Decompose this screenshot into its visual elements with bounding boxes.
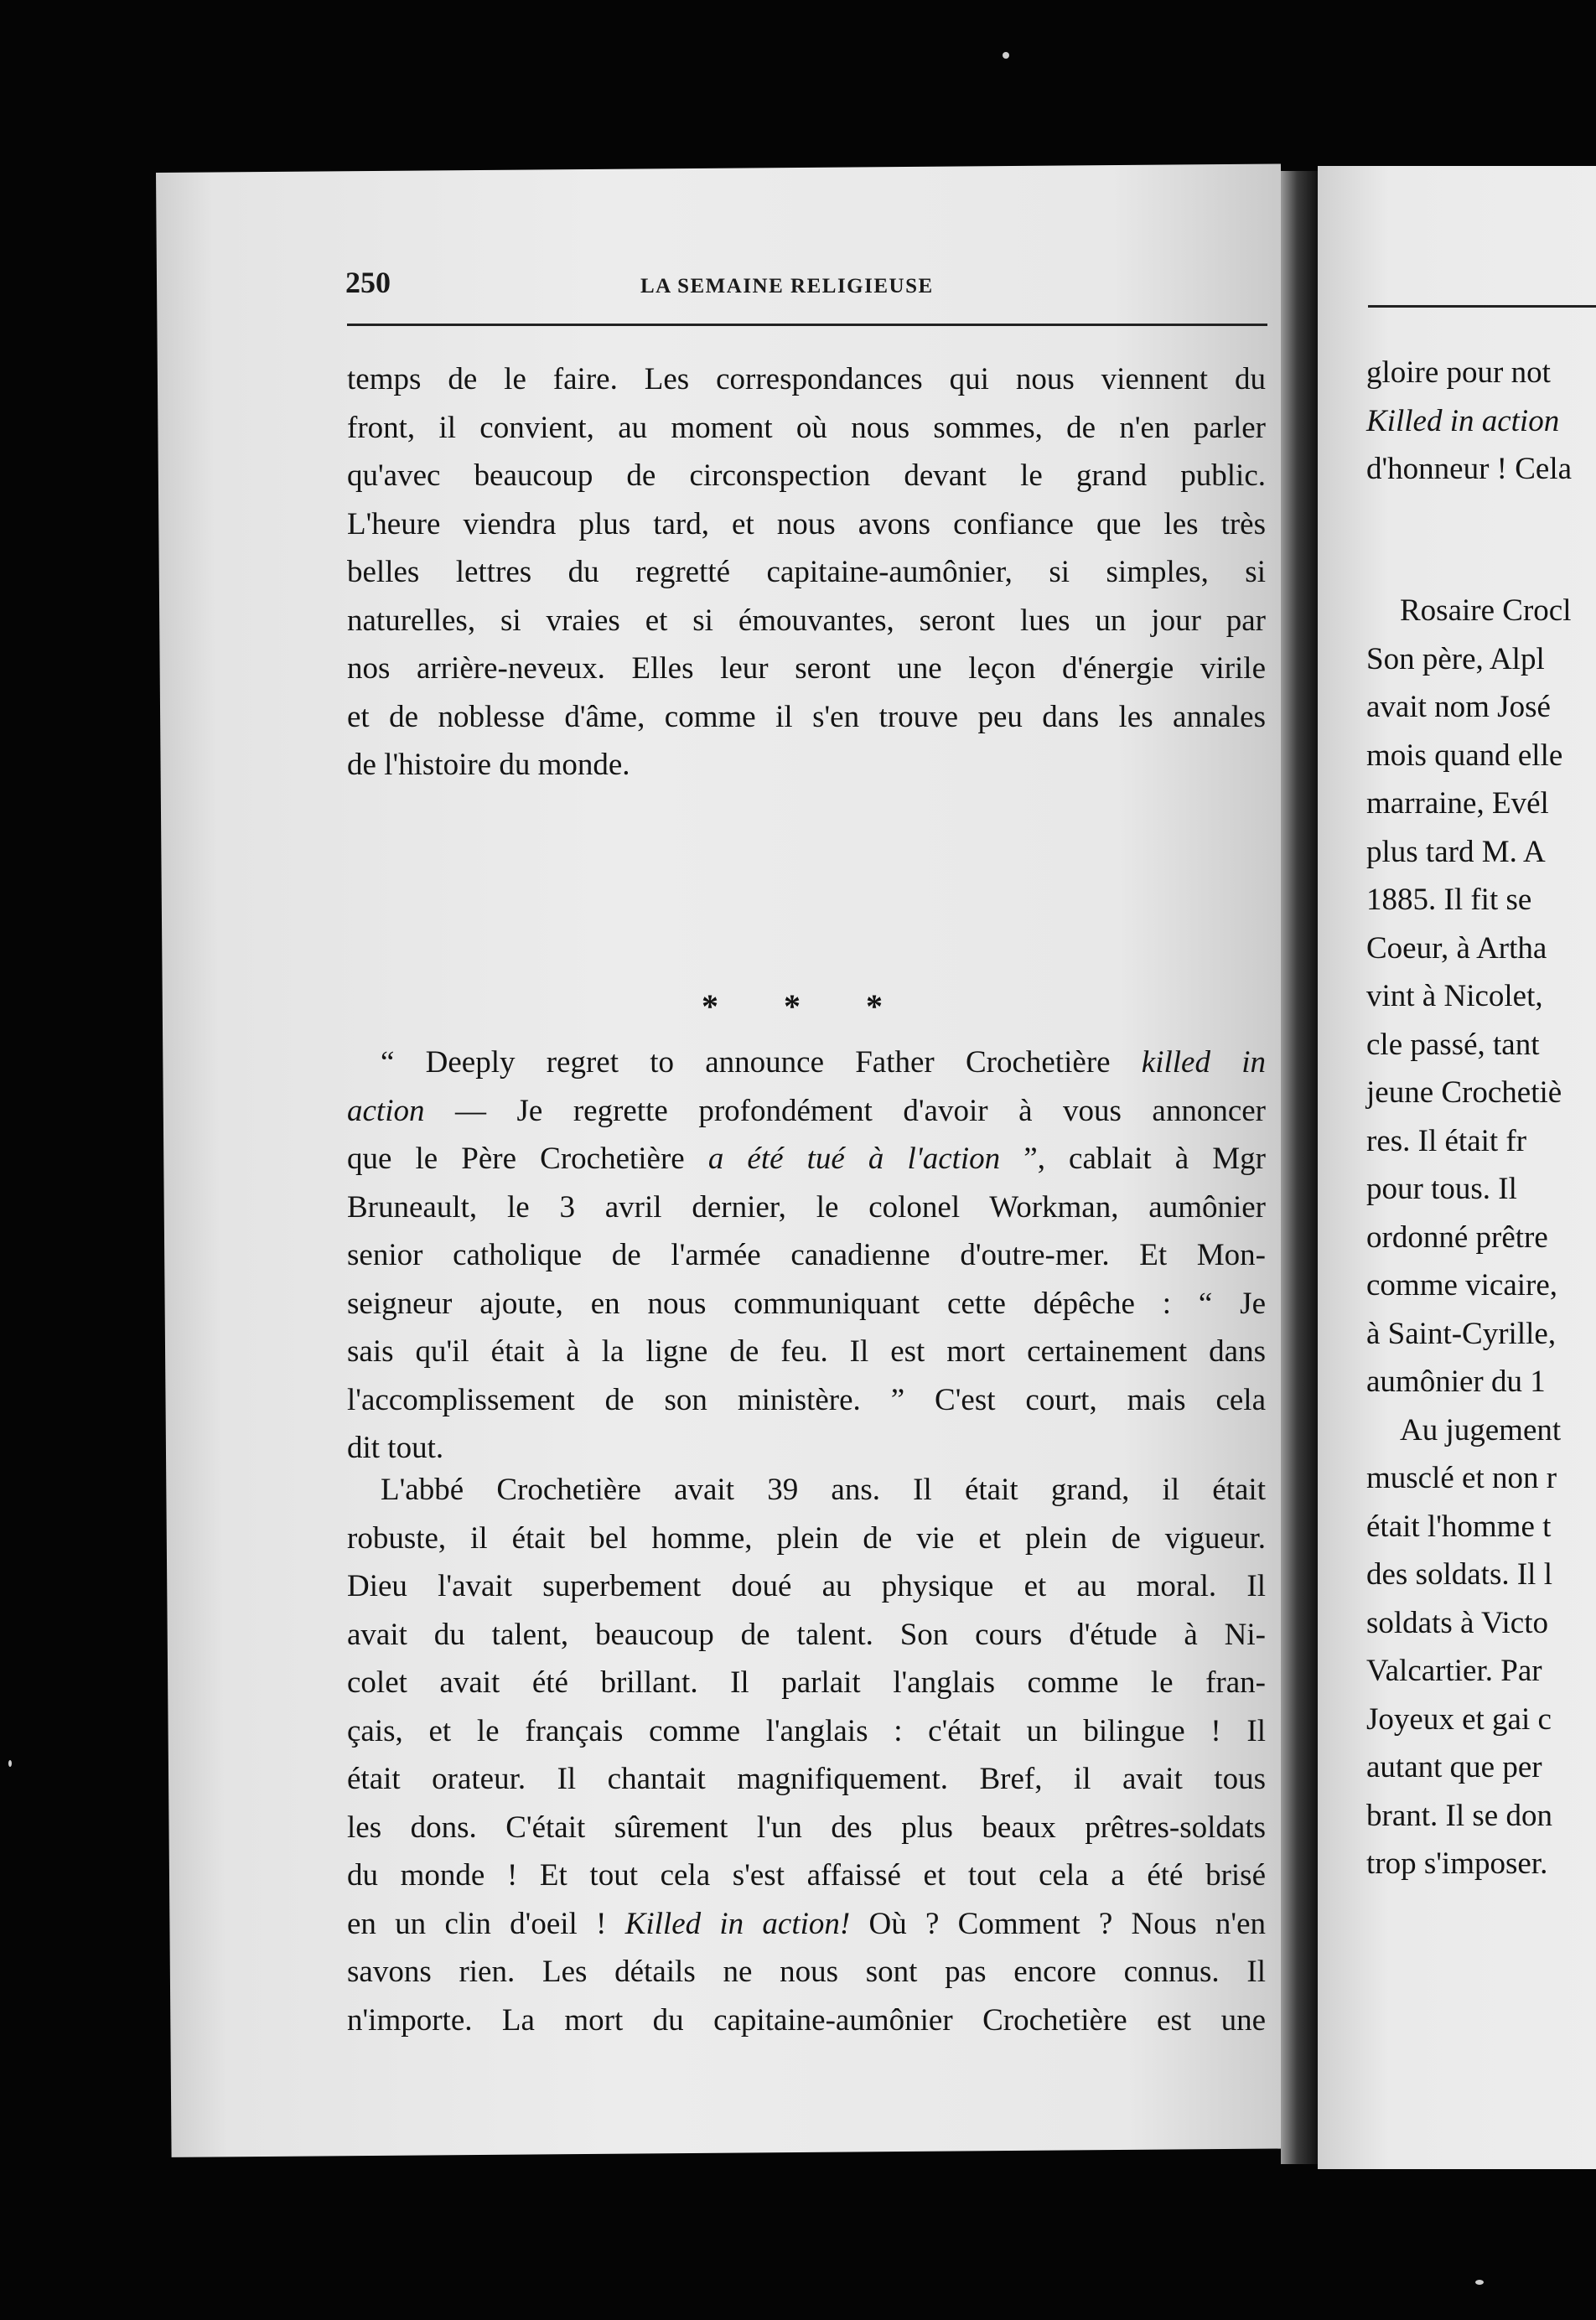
text-line: musclé et non r [1366,1461,1557,1495]
text-line: temps de le faire. Les correspondances qui nous viennent du [347,362,1266,396]
text-line: à Saint-Cyrille, [1366,1316,1557,1351]
text-line: senior catholique de l'armée canadienne d'outre-mer. Et Mon- [347,1238,1266,1272]
text-line: çais, et le français comme l'anglais : c'était un bilingue ! Il [347,1713,1266,1748]
text-line: “ Deeply regret to announce Father Crochetière killed in [381,1045,1266,1080]
right-header-rule [1368,305,1596,308]
text-line: brant. Il se don [1366,1798,1552,1833]
text-line: Au jugement [1400,1412,1562,1447]
text-line: avait du talent, beaucoup de talent. Son cours d'étude à Ni- [347,1617,1266,1652]
text-line: d'honneur ! Cela [1366,452,1573,486]
text-line: res. Il était fr [1366,1123,1527,1158]
text-line: colet avait été brillant. Il parlait l'anglais comme le fran- [347,1665,1266,1700]
text-line: trop s'imposer. [1366,1846,1548,1881]
text-line: de l'histoire du monde. [347,748,630,782]
text-line: Rosaire Crocl [1400,593,1572,628]
text-line: belles lettres du regretté capitaine-aumônier, si simples, si [347,555,1266,589]
text-line: Dieu l'avait superbement doué au physique et au moral. Il [347,1569,1266,1603]
text-line: comme vicaire, [1366,1268,1558,1302]
text-line: Killed in action [1366,403,1560,438]
text-line: jeune Crochetiè [1366,1075,1562,1110]
text-line: dit tout. [347,1431,444,1465]
text-line: et de noblesse d'âme, comme il s'en trouve peu dans les annales [347,699,1266,734]
text-line: avait nom José [1366,690,1551,724]
paragraph-1 [347,355,1266,790]
text-line: savons rien. Les détails ne nous sont pas encore connus. Il [347,1955,1266,1989]
text-line: était l'homme t [1366,1509,1552,1544]
text-line: en un clin d'oeil ! Killed in action! Où ? Comment ? Nous n'en [347,1906,1267,1941]
text-line: les dons. C'était sûrement l'un des plus beaux prêtres-soldats [347,1810,1266,1845]
text-line: 1885. Il fit se [1366,883,1532,917]
text-line: ordonné prêtre [1366,1220,1548,1255]
right-paragraph-1 [1366,349,1596,494]
text-line: sais qu'il était à la ligne de feu. Il est mort certainement dans [347,1334,1266,1369]
text-line: seigneur ajoute, en nous communiquant cette dépêche : “ Je [347,1286,1266,1321]
text-line: qu'avec beaucoup de circonspection devant le grand public. [347,458,1266,493]
text-line: soldats à Victo [1366,1605,1549,1640]
text-line: était orateur. Il chantait magnifiquement. Bref, il avait tous [347,1762,1266,1796]
text-line: mois quand elle [1366,738,1563,773]
film-speck [1475,2280,1484,2285]
text-line: Bruneault, le 3 avril dernier, le colonel Workman, aumônier [347,1189,1266,1225]
text-line: vint à Nicolet, [1366,979,1543,1013]
right-paragraph-2 [1366,587,1596,1888]
text-line: Coeur, à Artha [1366,930,1547,966]
text-line: nos arrière-neveux. Elles leur seront une leçon d'énergie virile [347,651,1266,686]
text-line: L'heure viendra plus tard, et nous avons confiance que les très [347,506,1266,541]
text-line: Joyeux et gai c [1366,1701,1552,1737]
paragraph-3 [347,1466,1266,2044]
running-head: LA SEMAINE RELIGIEUSE [640,275,934,298]
page-number: 250 [345,266,391,299]
film-speck [8,1760,12,1767]
text-line: gloire pour not [1366,355,1551,390]
text-line: L'abbé Crochetière avait 39 ans. Il était grand, il était [381,1473,1266,1507]
header-rule [347,324,1267,326]
text-line: des soldats. Il l [1366,1557,1552,1592]
page-header [345,265,1259,307]
text-line: front, il convient, au moment où nous sommes, de n'en parler [347,410,1266,445]
text-line: action — Je regrette profondément d'avoir à vous annoncer [347,1093,1266,1128]
text-line: n'importe. La mort du capitaine-aumônier Crochetière est une [347,2002,1266,2038]
film-speck [1003,52,1009,59]
text-line: aumônier du 1 [1366,1365,1546,1399]
text-line: que le Père Crochetière a été tué à l'action ”, cablait à Mgr [347,1142,1266,1176]
text-line: plus tard M. A [1366,834,1546,869]
text-line: autant que per [1366,1750,1542,1784]
paragraph-2 [347,1038,1266,1473]
text-line: Valcartier. Par [1366,1654,1542,1688]
text-line: pour tous. Il [1366,1172,1517,1206]
section-separator: * * * [702,987,911,1025]
text-line: Son père, Alpl [1366,641,1545,676]
text-line: marraine, Evél [1366,786,1549,821]
text-line: cle passé, tant [1366,1027,1540,1062]
text-line: naturelles, si vraies et si émouvantes, seront lues un jour par [347,603,1266,638]
text-line: l'accomplissement de son ministère. ” C'est court, mais cela [347,1382,1266,1417]
text-line: du monde ! Et tout cela s'est affaissé et tout cela a été brisé [347,1858,1266,1893]
book-gutter [1281,171,1318,2164]
text-line: robuste, il était bel homme, plein de vie et plein de vigueur. [347,1520,1266,1556]
